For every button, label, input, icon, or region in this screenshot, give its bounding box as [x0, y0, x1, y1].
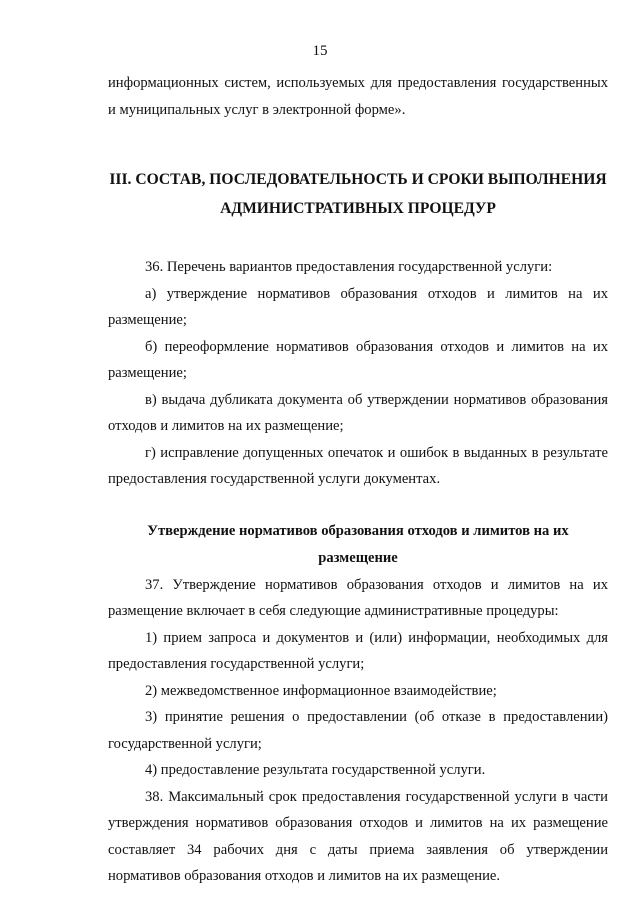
paragraph-37-1: 1) прием запроса и документов и (или) информации, необходимых для предоставления государственной услуги; — [108, 629, 608, 672]
spacer — [108, 223, 608, 254]
intro-paragraph: информационных систем, используемых для предоставления государственных и муниципальных услуг в электронной форме». — [108, 75, 608, 118]
paragraph-37-4: 4) предоставление результата государственной услуги. — [145, 762, 486, 778]
page-number: 15 — [312, 43, 328, 59]
paragraph-36-a: а) утверждение нормативов образования отходов и лимитов на их размещение; — [108, 285, 608, 328]
paragraph-37-2: 2) межведомственное информационное взаимодействие; — [145, 682, 497, 699]
paragraph-37: 37. Утверждение нормативов образования отходов и лимитов на их размещение включает в себя следующие административные процедуры: — [108, 576, 608, 619]
paragraph-36-v: в) выдача дубликата документа об утверждении нормативов образования отходов и лимитов на их размещение; — [108, 391, 608, 434]
subsection-title: Утверждение нормативов образования отходов и лимитов на их размещение — [147, 522, 569, 566]
document-body — [108, 70, 608, 890]
paragraph-36-b: б) переоформление нормативов образования отходов и лимитов на их размещение; — [108, 338, 608, 381]
section-title: III. СОСТАВ, ПОСЛЕДОВАТЕЛЬНОСТЬ И СРОКИ ВЫПОЛНЕНИЯ АДМИНИСТРАТИВНЫХ ПРОЦЕДУР — [109, 171, 607, 217]
paragraph-38: 38. Максимальный срок предоставления государственной услуги в части утверждения нормативов образования отходов и лимитов на их размещение составляет 34 рабочих дня с даты приема заявления об утверждении нормативов образования отходов и лимитов на их размещение. — [108, 788, 608, 884]
paragraph-37-3: 3) принятие решения о предоставлении (об отказе в предоставлении) государственной услуги; — [108, 709, 608, 752]
paragraph-36: 36. Перечень вариантов предоставления государственной услуги: — [145, 259, 553, 275]
paragraph-36-g: г) исправление допущенных опечаток и ошибок в выданных в результате предоставления государственной услуги документах. — [108, 444, 608, 487]
